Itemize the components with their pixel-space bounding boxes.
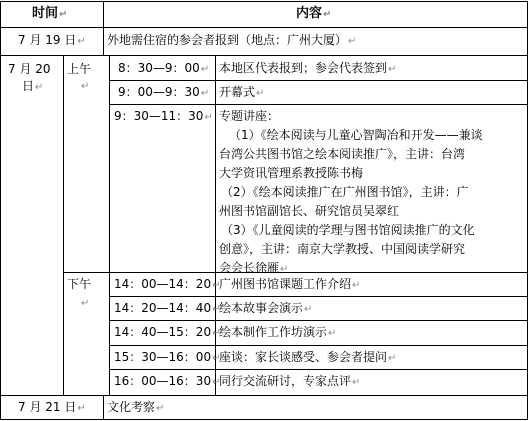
afternoon-row-5-content: 同行交流研讨，专家点评↵ <box>219 374 361 388</box>
rule-r1 <box>109 80 527 81</box>
afternoon-row-3-content: 绘本制作工作坊演示↵ <box>219 325 337 339</box>
lecture-line-7: （3）《儿童阅读的学理与图书馆阅读推广的文化 <box>221 223 475 237</box>
rule-a1 <box>109 296 527 297</box>
afternoon-row-3-time: 14：40—15：20↵ <box>114 325 221 339</box>
morning-row-2-time: 9：00—9：30↵ <box>118 85 210 99</box>
rule-day20-end <box>0 395 527 396</box>
afternoon-row-1-content: 广州图书馆课题工作介绍↵ <box>219 277 361 291</box>
morning-label: 上午 <box>67 62 92 76</box>
afternoon-row-4-time: 15：30—16：00↵ <box>114 350 221 364</box>
rule-bottom <box>0 419 527 420</box>
rule-period-col <box>109 55 110 395</box>
day21-content: 文化考察↵ <box>107 400 165 414</box>
day20-date-day: 日↵ <box>22 79 44 93</box>
rule-a2 <box>109 320 527 321</box>
rule-col-split-low <box>103 395 104 420</box>
rule-left <box>0 1 1 420</box>
day19-date: 7 月 19 日↵ <box>18 33 86 47</box>
day20-date: 7 月 20 <box>8 62 51 76</box>
morning-row-1-time: 8：30—9：00↵ <box>118 61 210 75</box>
rule-a4 <box>109 369 527 370</box>
rule-date-col <box>63 55 64 395</box>
header-content: 内容↵ <box>296 6 332 21</box>
afternoon-row-4-content: 座谈：家长谈感受、参会者提问↵ <box>219 350 397 364</box>
afternoon-label: 下午 <box>67 277 92 291</box>
rule-col-split <box>103 1 104 56</box>
rule-r2 <box>109 104 527 105</box>
rule-header <box>0 27 527 28</box>
morning-mark: ↵ <box>81 81 90 92</box>
rule-time-col <box>215 55 216 395</box>
rule-a3 <box>109 345 527 346</box>
lecture-block <box>219 107 525 279</box>
morning-row-2-content: 开幕式↵ <box>219 85 265 99</box>
rule-day19 <box>0 55 527 56</box>
lecture-line-6: 州图书馆副馆长、研究馆员吴翠红 <box>219 204 400 218</box>
afternoon-row-5-time: 16：00—16：30↵ <box>114 374 221 388</box>
rule-top <box>0 1 527 2</box>
lecture-line-1: 专题讲座： <box>219 109 280 123</box>
lecture-line-2: （1）《绘本阅读与儿童心智陶冶和开发——兼谈 <box>229 128 483 142</box>
afternoon-mark: ↵ <box>81 298 90 309</box>
afternoon-row-2-content: 绘本故事会演示↵ <box>219 301 313 315</box>
day19-content: 外地需住宿的参会者报到（地点：广州大厦）↵ <box>107 33 357 47</box>
morning-row-3-time: 9：30—11：30↵ <box>114 109 213 123</box>
day21-date: 7 月 21 日↵ <box>18 400 86 414</box>
lecture-line-5: （2）《绘本阅读推广在广州图书馆》，主讲：广 <box>221 185 469 199</box>
afternoon-row-2-time: 14：20—14：40↵ <box>114 301 221 315</box>
lecture-line-4: 大学资讯管理系教授陈书梅 <box>219 166 364 180</box>
afternoon-row-1-time: 14：00—14：20↵ <box>114 277 221 291</box>
morning-row-1-content: 本地区代表报到；参会代表签到↵ <box>219 61 397 75</box>
lecture-line-3: 台湾公共图书馆之绘本阅读推广》，主讲：台湾 <box>219 147 466 161</box>
lecture-line-9: 会会长徐雁↵ <box>219 261 289 275</box>
header-time: 时间↵ <box>32 6 68 21</box>
lecture-line-8: 创意》，主讲：南京大学教授、中国阅读学研究 <box>219 242 466 256</box>
